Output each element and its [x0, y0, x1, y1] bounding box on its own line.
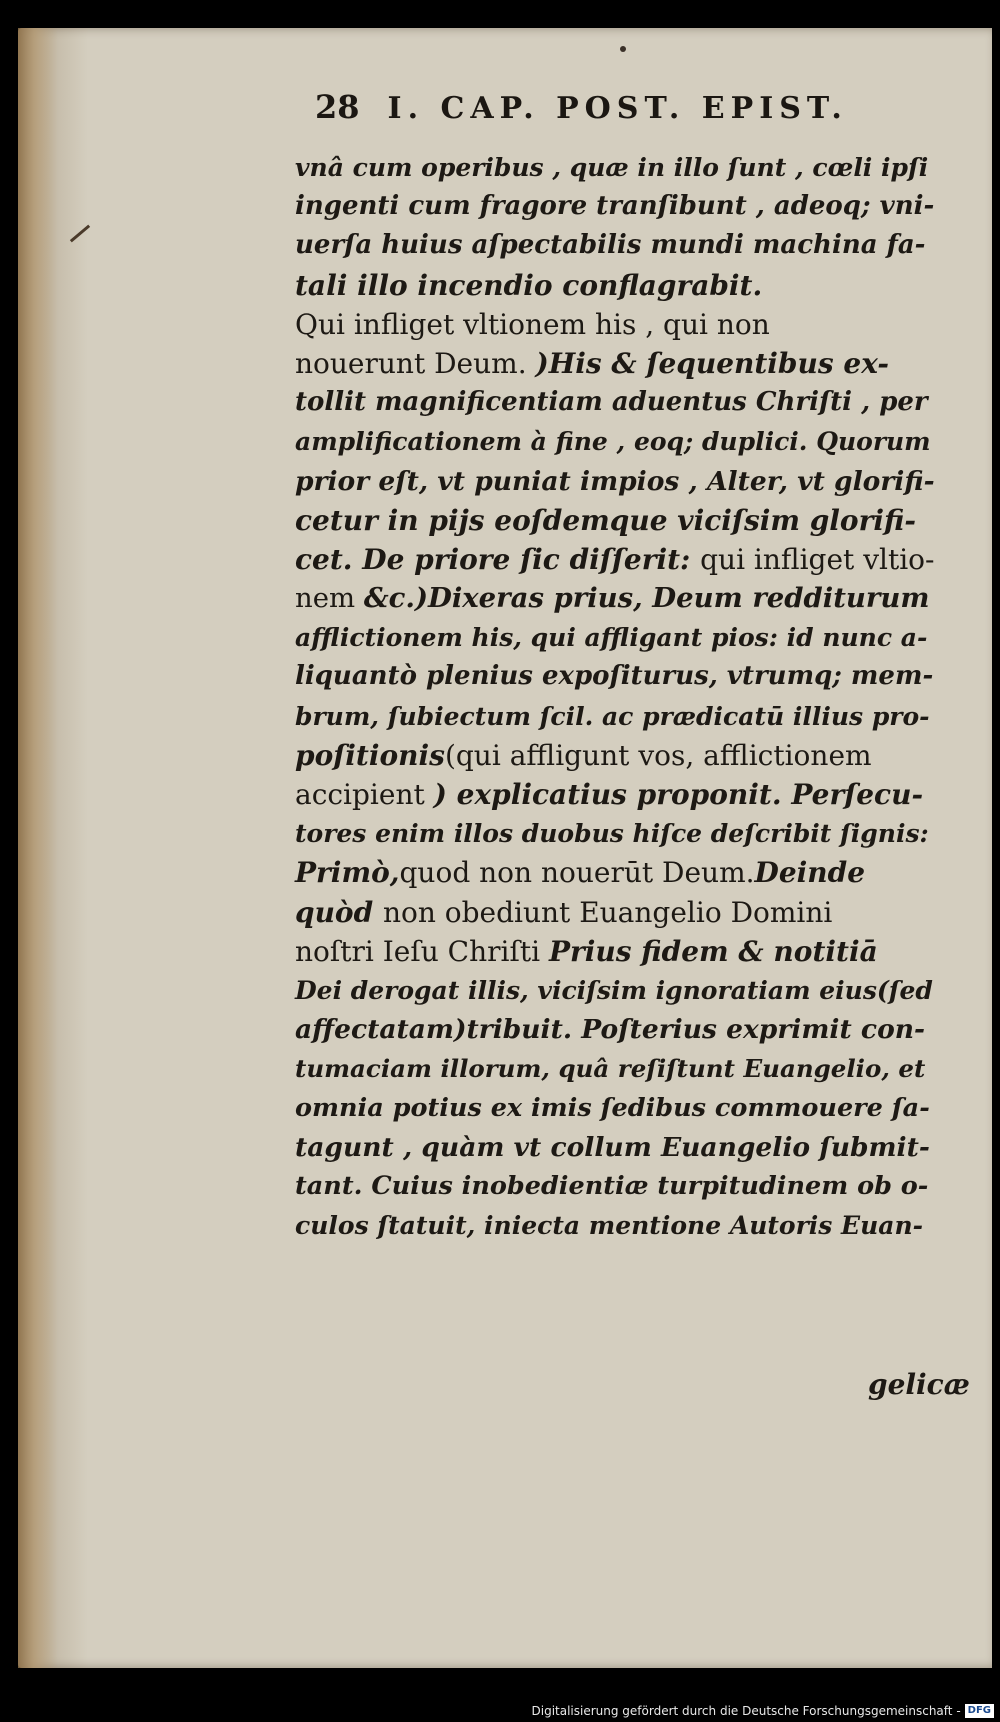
text-line	[295, 893, 935, 932]
italic-run: tagunt , quàm vt collum Euangelio ſubmit-	[295, 1131, 930, 1163]
page-header	[315, 88, 875, 132]
italic-run: quòd	[295, 895, 383, 929]
roman-run: accipient	[295, 778, 434, 811]
italic-run: cetur in pijs eoſdemque viciſsim glorifi-	[295, 503, 916, 537]
roman-run: Qui infliget vltionem his , qui non	[295, 307, 770, 341]
text-line	[295, 1049, 935, 1088]
text-line	[295, 462, 935, 501]
text-line	[295, 1010, 935, 1049]
credit-text: Digitalisierung gefördert durch die Deutsche Forschungsgemeinschaft -	[531, 1704, 961, 1718]
italic-run: )His & ſequentibus ex-	[535, 346, 890, 380]
text-line	[295, 540, 935, 579]
roman-run: noſtri Ieſu Chriſti	[295, 934, 549, 968]
italic-run: brum, ſubiectum ſcil. ac prædicatū illius pro-	[295, 701, 930, 731]
roman-run: non obediunt Euangelio Domini	[382, 895, 833, 929]
text-line	[295, 383, 935, 422]
page-gutter-shadow	[18, 28, 58, 1668]
dfg-logo: DFG	[965, 1704, 994, 1718]
italic-run: Deinde	[754, 856, 866, 890]
italic-run: liquantò plenius expoſiturus, vtrumq; mem-	[295, 661, 934, 692]
text-line	[295, 1089, 935, 1128]
italic-run: afflictionem his, qui affligant pios: id nunc a-	[295, 623, 928, 653]
page-number: 28	[315, 88, 360, 126]
text-line	[295, 657, 935, 696]
italic-run: Dei derogat illis, viciſsim ignoratiam eius(ſed	[295, 975, 933, 1005]
italic-run: ingenti cum fragore tranſibunt , adeoq; vni-	[295, 191, 935, 222]
text-line	[295, 344, 935, 383]
italic-run: tant. Cuius inobedientiæ turpitudinem ob o-	[295, 1170, 929, 1201]
text-line	[295, 853, 935, 892]
italic-run: cet. De priore ſic diſſerit:	[295, 542, 701, 576]
italic-run: tumaciam illorum, quâ reſiſtunt Euangelio, et	[295, 1054, 926, 1084]
digitization-credit	[532, 1702, 995, 1720]
text-line	[295, 775, 935, 814]
text-line	[295, 932, 935, 971]
italic-run: &c.)Dixeras prius, Deum redditurum	[363, 582, 930, 615]
roman-run: nouerunt Deum.	[295, 346, 536, 380]
italic-run: culos ſtatuit, iniecta mentione Autoris Euan-	[295, 1211, 924, 1241]
roman-run: quod non nouerūt Deum.	[399, 856, 755, 890]
text-line	[295, 814, 935, 853]
text-line	[295, 736, 935, 775]
italic-run: tali illo incendio conflagrabit.	[295, 268, 763, 302]
text-line	[295, 1167, 935, 1206]
italic-run: vnâ cum operibus , quæ in illo ſunt , cœli ipſi	[295, 153, 929, 182]
text-line	[295, 187, 935, 226]
italic-run: poſitionis	[295, 738, 445, 772]
ink-speck	[620, 46, 626, 52]
text-line	[295, 422, 935, 461]
italic-run: prior eſt, vt puniat impios , Alter, vt glorifi-	[295, 465, 935, 497]
roman-run: qui infliget vltio-	[700, 542, 935, 576]
italic-run: tollit magnificentiam aduentus Chriſti , per	[295, 387, 928, 418]
text-line	[295, 1206, 935, 1245]
running-title: I. CAP. POST. EPIST.	[387, 91, 848, 126]
body-text	[295, 148, 935, 1245]
roman-run: (qui affligunt vos, afflictionem	[444, 738, 872, 772]
text-line	[295, 618, 935, 657]
italic-run: amplificationem à fine , eoq; duplici. Quorum	[295, 427, 931, 457]
text-line	[295, 971, 935, 1010]
italic-run: omnia potius ex imis ſedibus commouere ſa-	[295, 1092, 930, 1123]
text-line	[295, 1128, 935, 1167]
italic-run: ) explicatius proponit. Perſecu-	[433, 778, 924, 811]
text-line	[295, 305, 935, 344]
italic-run: affectatam)tribuit. Poſterius exprimit con-	[295, 1014, 926, 1046]
italic-run: Primò,	[295, 856, 400, 890]
roman-run: nem	[295, 582, 364, 615]
text-line	[295, 226, 935, 265]
text-line	[295, 697, 935, 736]
text-line	[295, 266, 935, 305]
catchword: gelicæ	[868, 1368, 970, 1401]
text-line	[295, 148, 935, 187]
text-line	[295, 579, 935, 618]
text-line	[295, 501, 935, 540]
italic-run: uerſa huius aſpectabilis mundi machina fa-	[295, 230, 926, 261]
italic-run: Prius fidem & notitiā	[548, 934, 878, 968]
italic-run: tores enim illos duobus hiſce deſcribit ſignis:	[295, 819, 929, 849]
